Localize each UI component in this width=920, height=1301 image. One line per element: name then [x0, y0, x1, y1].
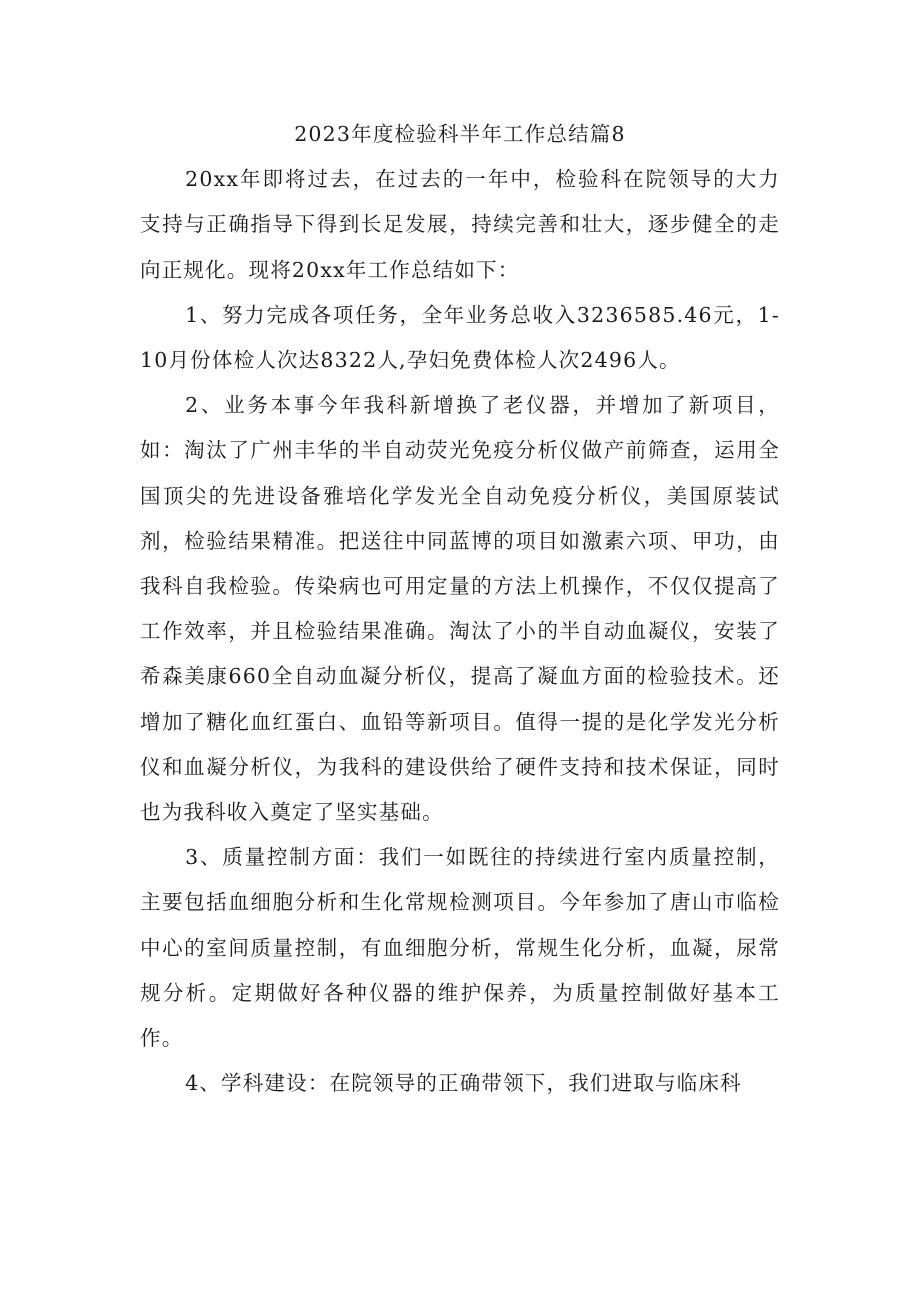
paragraph-intro: 20xx年即将过去，在过去的一年中，检验科在院领导的大力支持与正确指导下得到长足发展，持续完善和壮大，逐步健全的走向正规化。现将20xx年工作总结如下：: [140, 167, 780, 282]
paragraph-quality-control: 3、质量控制方面：我们一如既往的持续进行室内质量控制，主要包括血细胞分析和生化常规检测项目。今年参加了唐山市临检中心的室间质量控制，有血细胞分析，常规生化分析，血凝，尿常规分析。定期做好各种仪器的维护保养，为质量控制做好基本工作。: [140, 845, 780, 1051]
paragraph-business-capability: 2、业务本事今年我科新增换了老仪器，并增加了新项目，如：淘汰了广州丰华的半自动荧光免疫分析仪做产前筛查，运用全国顶尖的先进设备雅培化学发光全自动免疫分析仪，美国原装试剂，检验结果精准。把送往中同蓝博的项目如激素六项、甲功，由我科自我检验。传染病也可用定量的方法上机操作，不仅仅提高了工作效率，并且检验结果准确。淘汰了小的半自动血凝仪，安装了希森美康660全自动血凝分析仪，提高了凝血方面的检验技术。还增加了糖化血红蛋白、血铅等新项目。值得一提的是化学发光分析仪和血凝分析仪，为我科的建设供给了硬件支持和技术保证，同时也为我科收入奠定了坚实基础。: [140, 393, 780, 825]
document-title: 2023年度检验科半年工作总结篇8: [294, 122, 626, 146]
paragraph-task-completion: 1、努力完成各项任务，全年业务总收入3236585.46元，1-10月份体检人次达8322人,孕妇免费体检人次2496人。: [140, 302, 780, 373]
document-body: [140, 112, 780, 1106]
paragraph-discipline-building: 4、学科建设：在院领导的正确带领下，我们进取与临床科: [185, 1071, 742, 1096]
